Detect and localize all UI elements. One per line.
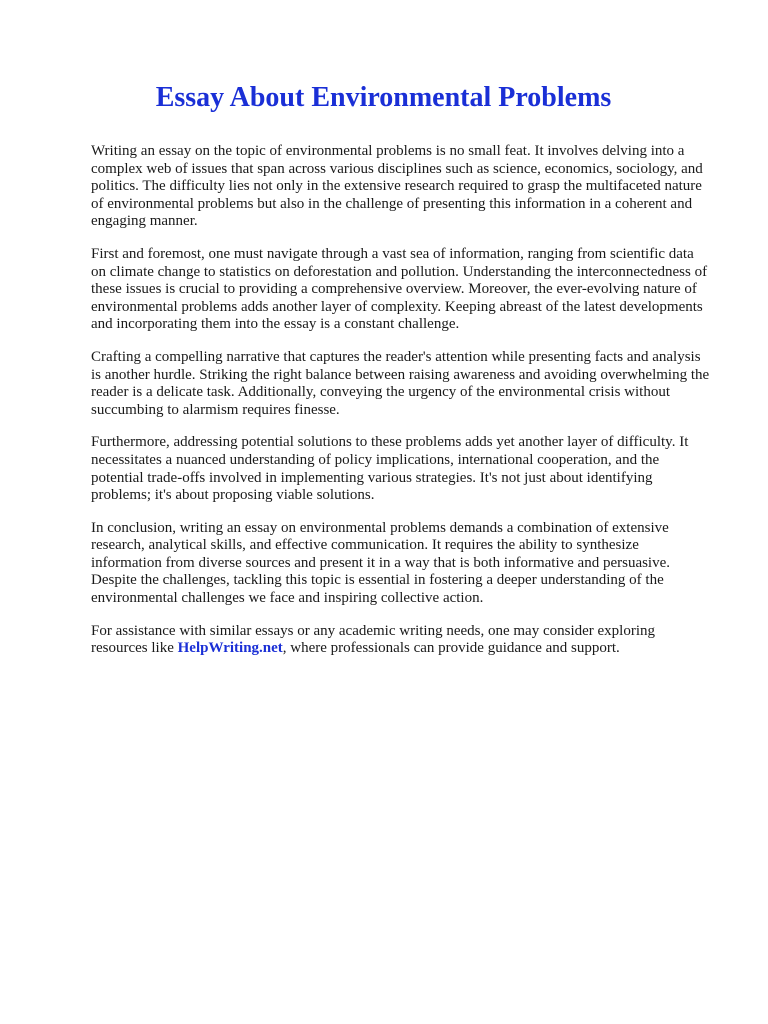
paragraph-closing [91, 623, 711, 658]
page-title: Essay About Environmental Problems [155, 82, 612, 113]
paragraph-information: First and foremost, one must navigate through a vast sea of information, ranging from scientific data on climate change to statistics on deforestation and pollution. Understanding the interconnectedness of these issues is crucial to providing a comprehensive overview. Moreover, the ever-evolving nature of environmental problems adds another layer of complexity. Keeping abreast of the latest developments and incorporating them into the essay is a constant challenge. [91, 245, 708, 333]
closing-text-after-link: , where professionals can provide guidance and support. [282, 640, 620, 657]
paragraph-conclusion: In conclusion, writing an essay on environmental problems demands a combination of extensive research, analytical skills, and effective communication. It requires the ability to synthesize information from diverse sources and present it in a way that is both informative and persuasive. Despite the challenges, tackling this topic is essential in fostering a deeper understanding of the environmental challenges we face and inspiring collective action. [91, 519, 671, 607]
helpwriting-link[interactable]: HelpWriting.net [177, 640, 283, 657]
closing-text-before-link: For assistance with similar essays or any academic writing needs, one may consider exploring resources like [91, 622, 656, 657]
paragraph-solutions: Furthermore, addressing potential solutions to these problems adds yet another layer of difficulty. It necessitates a nuanced understanding of policy implications, international cooperation, and the potential trade-offs involved in implementing various strategies. It's not just about identifying problems; it's about proposing viable solutions. [91, 434, 689, 504]
essay-body [91, 143, 711, 658]
paragraph-narrative: Crafting a compelling narrative that captures the reader's attention while presenting facts and analysis is another hurdle. Striking the right balance between raising awareness and avoiding overwhelming the reader is a delicate task. Additionally, conveying the urgency of the environmental crisis without succumbing to alarmism requires finesse. [91, 348, 710, 418]
paragraph-intro: Writing an essay on the topic of environmental problems is no small feat. It involves delving into a complex web of issues that span across various disciplines such as science, economics, sociology, and politics. The difficulty lies not only in the extensive research required to grasp the multifaceted nature of environmental problems but also in the challenge of presenting this information in a coherent and engaging manner. [91, 143, 703, 230]
